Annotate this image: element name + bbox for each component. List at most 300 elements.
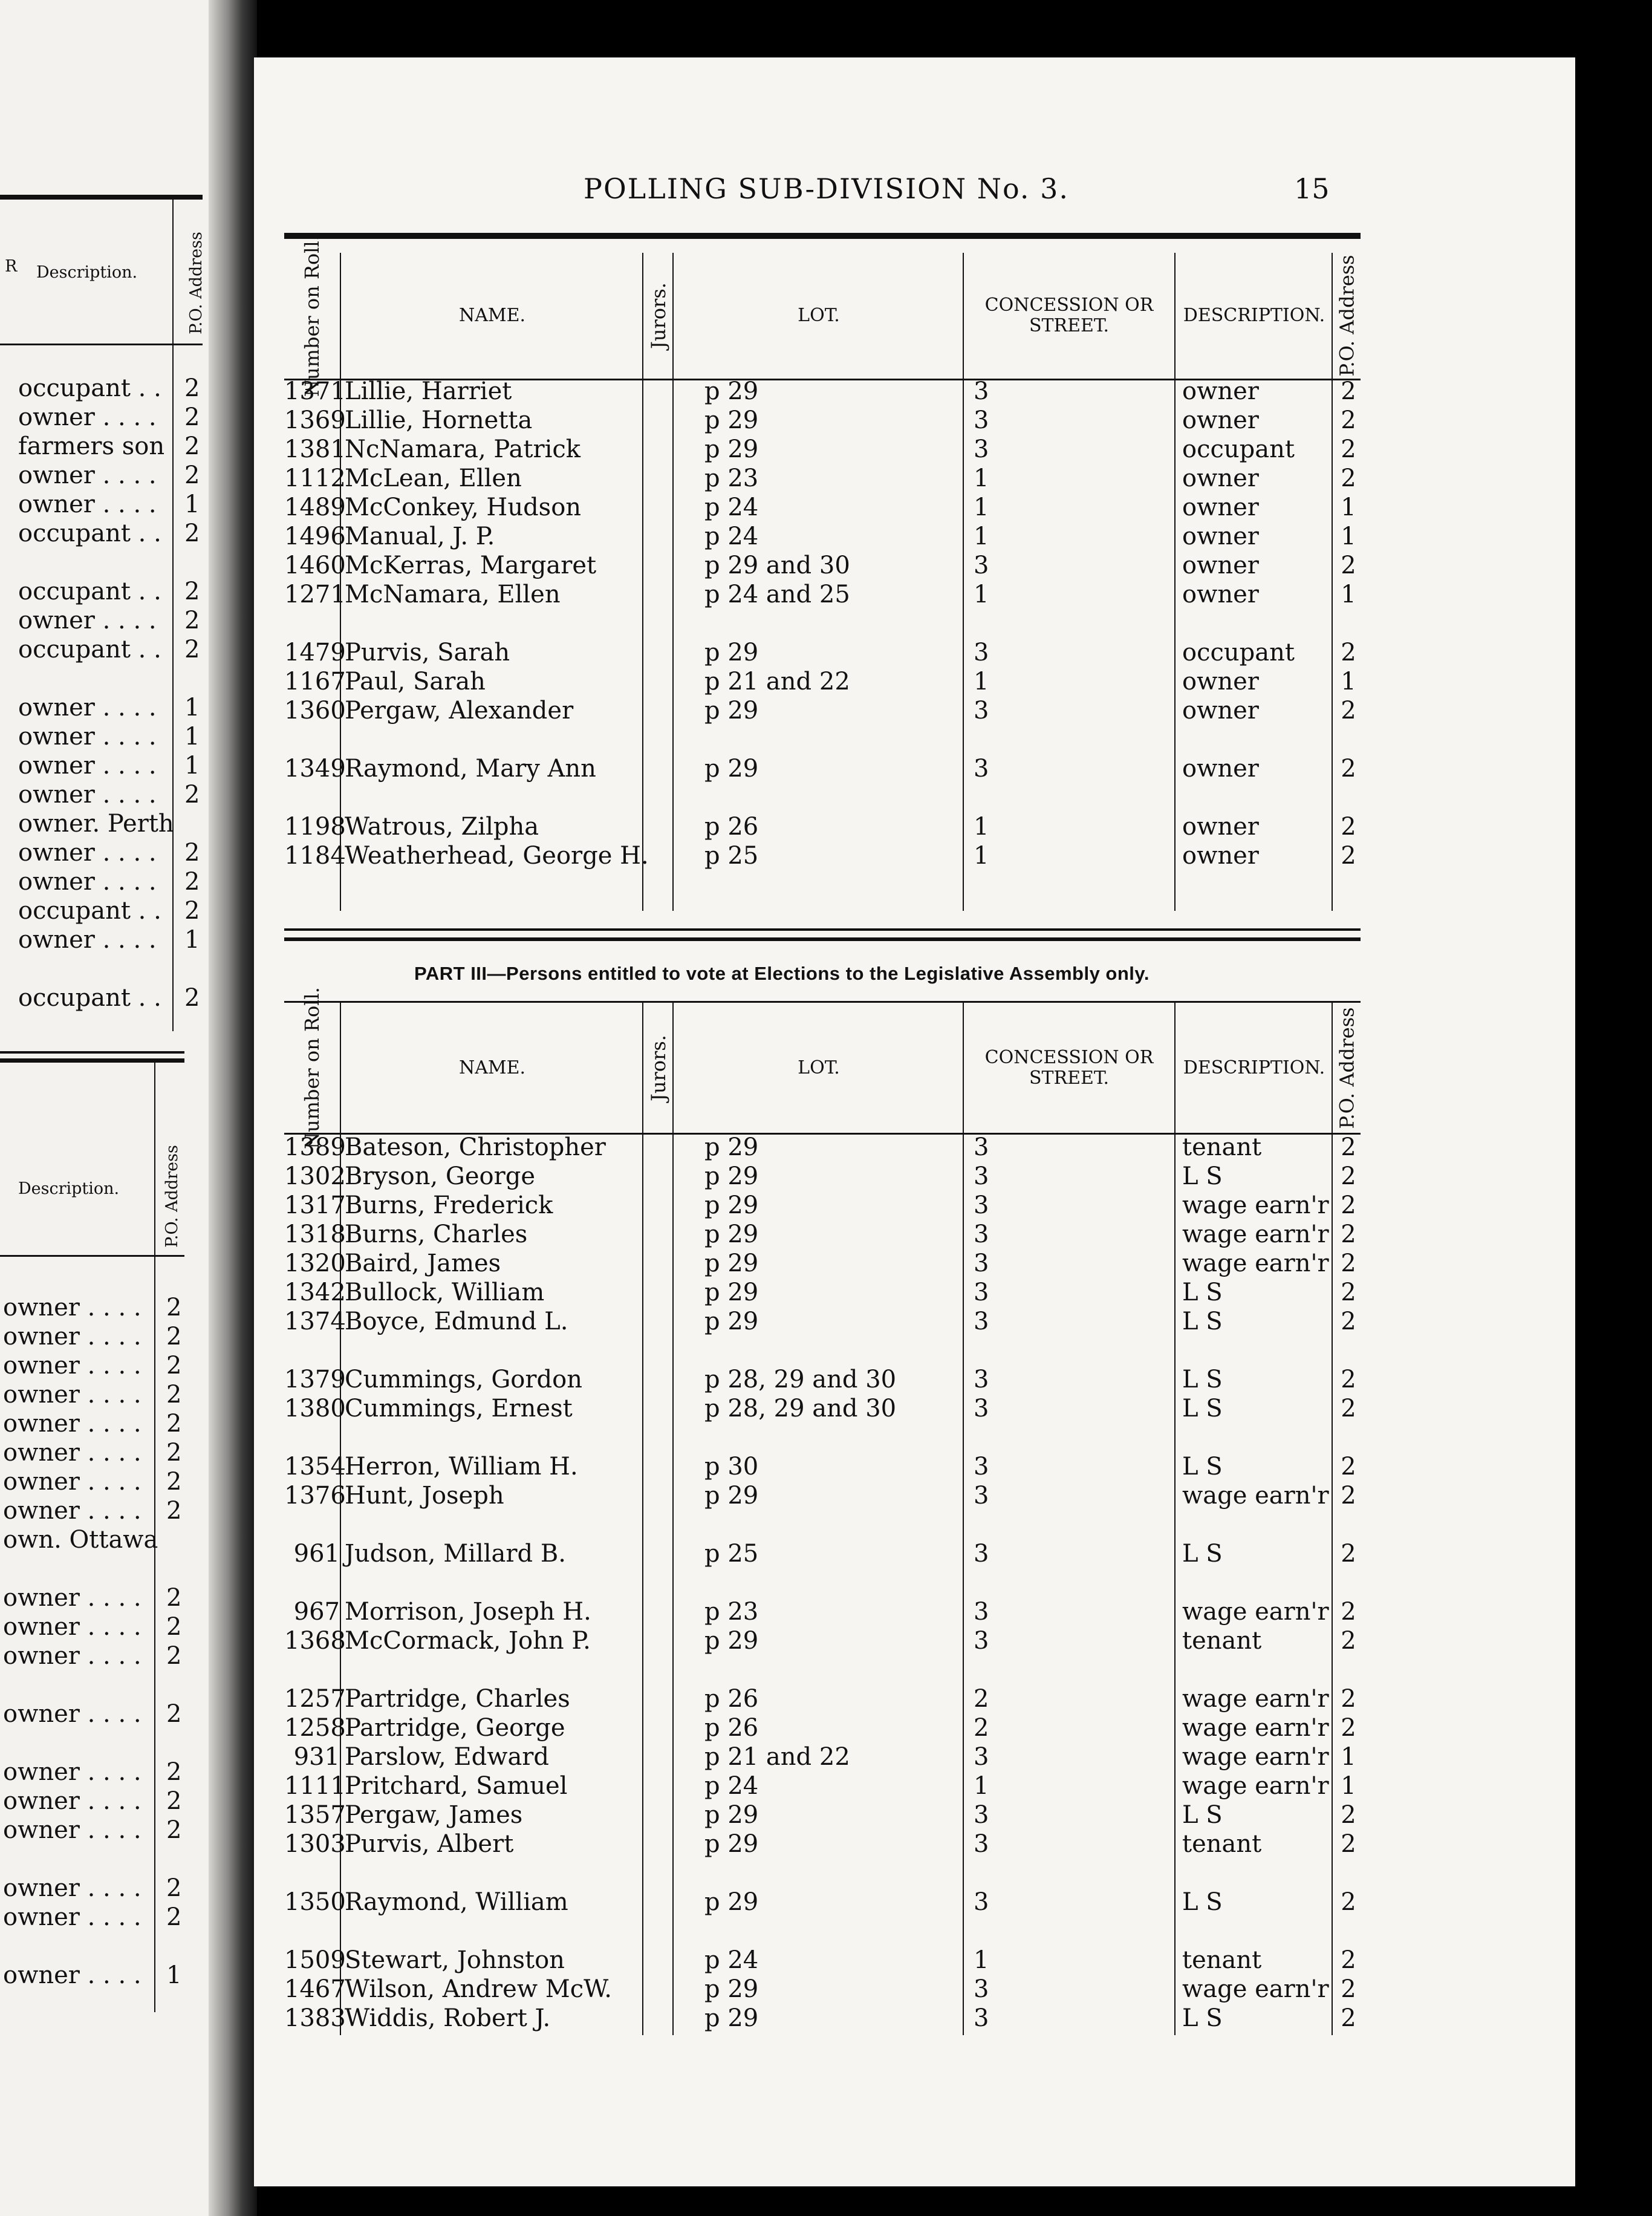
roll-number: 967	[293, 1598, 340, 1626]
po-address-value: 2	[1341, 1685, 1356, 1713]
left-po-address: 2	[184, 374, 200, 402]
table-row	[284, 1394, 1361, 1423]
left-description: owner . . . .	[3, 1584, 141, 1612]
concession-value: 3	[974, 1482, 989, 1510]
roll-number: 1112	[284, 464, 346, 492]
left-po-address: 2	[184, 897, 200, 925]
concession-value: 1	[974, 668, 989, 696]
description-value: owner	[1182, 494, 1259, 521]
po-address-value: 2	[1341, 1133, 1356, 1161]
description-value: wage earn'r	[1182, 1220, 1329, 1248]
left-description: owner . . . .	[18, 752, 157, 780]
voter-name: Cummings, Ernest	[345, 1395, 573, 1422]
voter-name: Paul, Sarah	[345, 668, 486, 696]
left-description: owner . . . .	[3, 1497, 141, 1525]
table-row	[284, 754, 1361, 783]
table-row	[284, 1771, 1361, 1800]
left-po-address: 2	[166, 1613, 182, 1641]
po-address-value: 2	[1341, 1191, 1356, 1219]
section-rule-2	[284, 937, 1361, 941]
concession-value: 1	[974, 813, 989, 841]
left-page-row	[0, 896, 209, 925]
voter-name: Bullock, William	[345, 1279, 545, 1306]
lot-value: p 21 and 22	[704, 668, 850, 696]
left-top-rule	[0, 195, 203, 200]
roll-number: 1357	[284, 1801, 346, 1829]
lot-value: p 24	[704, 1772, 759, 1800]
concession-value: 3	[974, 1801, 989, 1829]
left-description: owner . . . .	[3, 1642, 141, 1670]
voter-name: McKerras, Margaret	[345, 552, 597, 579]
lot-value: p 23	[704, 1598, 759, 1626]
description-value: wage earn'r	[1182, 1714, 1329, 1742]
left-header-r: R	[5, 257, 18, 276]
lot-value: p 24	[704, 1946, 759, 1974]
left-page-row	[0, 1496, 209, 1525]
po-address-value: 1	[1341, 523, 1356, 550]
left-po-address: 2	[184, 403, 200, 431]
lot-value: p 29	[704, 1801, 759, 1829]
lot-value: p 29	[704, 1162, 759, 1190]
header-name: NAME.	[340, 253, 643, 379]
lot-value: p 24 and 25	[704, 581, 850, 608]
left-po-address: 2	[184, 868, 200, 896]
roll-number: 1460	[284, 552, 346, 579]
description-value: L S	[1182, 1366, 1223, 1393]
header-number-on-roll-3: Number on Roll.	[301, 986, 324, 1149]
concession-value: 3	[974, 552, 989, 579]
left-description: own. Ottawa	[3, 1526, 158, 1554]
left-po-address: 2	[184, 839, 200, 867]
page-title: POLLING SUB-DIVISION No. 3.	[584, 172, 1070, 205]
voter-name: Purvis, Sarah	[345, 639, 510, 666]
lot-value: p 29	[704, 1482, 759, 1510]
roll-number: 1257	[284, 1685, 346, 1713]
left-page-row	[0, 1874, 209, 1903]
description-value: wage earn'r	[1182, 1975, 1329, 2003]
lot-value: p 29	[704, 1191, 759, 1219]
left-page-row	[0, 519, 209, 548]
description-value: L S	[1182, 1395, 1223, 1422]
left-po-address: 2	[184, 781, 200, 809]
left-description: occupant . .	[18, 897, 161, 925]
lot-value: p 29	[704, 1888, 759, 1916]
concession-value: 3	[974, 1395, 989, 1422]
description-value: tenant	[1182, 1627, 1262, 1655]
left-po-address: 2	[166, 1439, 182, 1467]
lot-value: p 29	[704, 755, 759, 783]
roll-number: 1198	[284, 813, 346, 841]
lot-value: p 21 and 22	[704, 1743, 850, 1771]
roll-number: 961	[293, 1540, 340, 1568]
table-row	[284, 638, 1361, 667]
po-address-value: 2	[1341, 639, 1356, 666]
po-address-value: 2	[1341, 406, 1356, 434]
left-page-row	[0, 867, 209, 896]
concession-value: 3	[974, 1743, 989, 1771]
description-value: L S	[1182, 1540, 1223, 1568]
table-row	[284, 551, 1361, 580]
concession-value: 3	[974, 1191, 989, 1219]
voter-name: Burns, Charles	[345, 1220, 528, 1248]
description-value: wage earn'r	[1182, 1772, 1329, 1800]
left-po-address: 1	[166, 1961, 182, 1989]
lot-value: p 29	[704, 639, 759, 666]
header-number-on-roll: Number on Roll.	[301, 235, 324, 397]
left-page-fragment	[0, 0, 209, 2216]
left-page-row	[0, 1787, 209, 1816]
roll-number: 1302	[284, 1162, 346, 1190]
left-po-address: 2	[166, 1294, 182, 1321]
table-row	[284, 1220, 1361, 1249]
left-po-address: 2	[184, 607, 200, 634]
lot-value: p 24	[704, 523, 759, 550]
left-po-address: 2	[184, 432, 200, 460]
left-description: owner . . . .	[3, 1874, 141, 1902]
po-address-value: 1	[1341, 1743, 1356, 1771]
concession-value: 3	[974, 1250, 989, 1277]
left-description: owner . . . .	[3, 1816, 141, 1844]
left-page-row	[0, 432, 209, 461]
left-po-address: 2	[166, 1410, 182, 1438]
roll-number: 1318	[284, 1220, 346, 1248]
roll-number: 1317	[284, 1191, 346, 1219]
lot-value: p 26	[704, 1714, 759, 1742]
roll-number: 1380	[284, 1395, 346, 1422]
left-page-row	[0, 1612, 209, 1641]
table-row	[284, 1191, 1361, 1220]
roll-number: 1369	[284, 406, 346, 434]
voter-name: Cummings, Gordon	[345, 1366, 582, 1393]
roll-number: 1496	[284, 523, 346, 550]
voter-name: Lillie, Harriet	[345, 377, 512, 405]
header-lot: LOT.	[672, 253, 964, 379]
lot-value: p 29	[704, 1220, 759, 1248]
left-po-address: 2	[184, 461, 200, 489]
table-row	[284, 580, 1361, 609]
voter-name: Widdis, Robert J.	[345, 2004, 551, 2032]
concession-value: 3	[974, 377, 989, 405]
left-description: occupant . .	[18, 520, 161, 547]
voter-name: Pritchard, Samuel	[345, 1772, 568, 1800]
po-address-value: 2	[1341, 1540, 1356, 1568]
lot-value: p 30	[704, 1453, 759, 1481]
voter-name: Watrous, Zilpha	[345, 813, 539, 841]
voter-name: Boyce, Edmund L.	[345, 1308, 568, 1335]
table-row	[284, 1365, 1361, 1394]
concession-value: 3	[974, 1627, 989, 1655]
header-jurors: Jurors.	[642, 253, 674, 379]
voter-name: Herron, William H.	[345, 1453, 578, 1481]
table-row	[284, 812, 1361, 841]
table-row	[284, 1162, 1361, 1191]
left-po-address: 2	[166, 1903, 182, 1931]
description-value: tenant	[1182, 1946, 1262, 1974]
po-address-value: 2	[1341, 1714, 1356, 1742]
po-address-value: 2	[1341, 1946, 1356, 1974]
po-address-value: 1	[1341, 1772, 1356, 1800]
table-row	[284, 1597, 1361, 1626]
description-value: owner	[1182, 406, 1259, 434]
left-page-row	[0, 751, 209, 780]
po-address-value: 2	[1341, 1395, 1356, 1422]
left-po-address: 2	[166, 1584, 182, 1612]
lot-value: p 29	[704, 1308, 759, 1335]
voter-name: Judson, Millard B.	[345, 1540, 566, 1568]
description-value: occupant	[1182, 435, 1295, 463]
po-address-value: 2	[1341, 1888, 1356, 1916]
left-description: owner . . . .	[18, 607, 157, 634]
left-description: owner . . . .	[18, 490, 157, 518]
left-mid-rule	[0, 1051, 184, 1054]
left-page-row	[0, 693, 209, 722]
voter-name: Lillie, Hornetta	[345, 406, 533, 434]
roll-number: 1360	[284, 697, 346, 725]
left-header-po-2: P.O. Address	[162, 1145, 181, 1248]
left-description: occupant . .	[18, 578, 161, 605]
header-po-address-3: P.O. Address	[1332, 1003, 1362, 1133]
concession-value: 3	[974, 1220, 989, 1248]
lot-value: p 23	[704, 464, 759, 492]
table-row	[284, 1249, 1361, 1278]
description-value: owner	[1182, 464, 1259, 492]
concession-value: 3	[974, 755, 989, 783]
left-page-row	[0, 1525, 209, 1554]
voter-name: Raymond, William	[345, 1888, 568, 1916]
lot-value: p 29	[704, 1133, 759, 1161]
voter-name: Stewart, Johnston	[345, 1946, 565, 1974]
concession-value: 1	[974, 464, 989, 492]
description-value: owner	[1182, 842, 1259, 870]
concession-value: 1	[974, 1946, 989, 1974]
left-page-row	[0, 925, 209, 954]
po-address-value: 2	[1341, 1801, 1356, 1829]
description-value: owner	[1182, 377, 1259, 405]
left-page-row	[0, 780, 209, 809]
concession-value: 1	[974, 523, 989, 550]
lot-value: p 29	[704, 1279, 759, 1306]
left-page-row	[0, 722, 209, 751]
concession-value: 3	[974, 639, 989, 666]
concession-value: 1	[974, 842, 989, 870]
left-description: owner . . . .	[18, 781, 157, 809]
lot-value: p 26	[704, 1685, 759, 1713]
po-address-value: 2	[1341, 1627, 1356, 1655]
left-page-row	[0, 1293, 209, 1322]
po-address-value: 2	[1341, 1220, 1356, 1248]
concession-value: 3	[974, 1830, 989, 1858]
description-value: owner	[1182, 552, 1259, 579]
table-row	[284, 1830, 1361, 1859]
concession-value: 3	[974, 406, 989, 434]
left-description: owner . . . .	[18, 839, 157, 867]
left-po-address: 2	[166, 1497, 182, 1525]
lot-value: p 28, 29 and 30	[704, 1366, 897, 1393]
po-address-value: 2	[1341, 1279, 1356, 1306]
lot-value: p 24	[704, 494, 759, 521]
voter-name: Hunt, Joseph	[345, 1482, 504, 1510]
table-row	[284, 1713, 1361, 1742]
po-address-value: 2	[1341, 842, 1356, 870]
left-description: owner . . . .	[18, 403, 157, 431]
roll-number: 1354	[284, 1453, 346, 1481]
left-description: owner . . . .	[3, 1352, 141, 1380]
left-page-row	[0, 1758, 209, 1787]
voter-name: Bryson, George	[345, 1162, 536, 1190]
lot-value: p 26	[704, 813, 759, 841]
lot-value: p 29 and 30	[704, 552, 850, 579]
roll-number: 1467	[284, 1975, 346, 2003]
left-description: owner . . . .	[3, 1758, 141, 1786]
po-address-value: 2	[1341, 464, 1356, 492]
roll-number: 1111	[284, 1772, 346, 1800]
lot-value: p 29	[704, 697, 759, 725]
voter-name: McCormack, John P.	[345, 1627, 591, 1655]
description-value: L S	[1182, 1801, 1223, 1829]
description-value: L S	[1182, 1453, 1223, 1481]
table-row	[284, 1539, 1361, 1568]
left-page-row	[0, 1583, 209, 1612]
description-value: wage earn'r	[1182, 1685, 1329, 1713]
lot-value: p 29	[704, 406, 759, 434]
left-description: owner . . . .	[18, 461, 157, 489]
voter-name: Pergaw, James	[345, 1801, 523, 1829]
table-row	[284, 1278, 1361, 1307]
concession-value: 3	[974, 697, 989, 725]
table-row	[284, 1946, 1361, 1975]
left-page-row	[0, 1409, 209, 1438]
description-value: owner	[1182, 697, 1259, 725]
lot-value: p 29	[704, 1830, 759, 1858]
po-address-value: 2	[1341, 1366, 1356, 1393]
table-row	[284, 1742, 1361, 1771]
concession-value: 3	[974, 2004, 989, 2032]
concession-value: 3	[974, 1453, 989, 1481]
left-header-rule-2	[0, 1255, 184, 1257]
left-po-address: 2	[166, 1352, 182, 1380]
lot-value: p 28, 29 and 30	[704, 1395, 897, 1422]
left-header-description-2: Description.	[18, 1179, 120, 1198]
left-page-row	[0, 838, 209, 867]
concession-value: 3	[974, 1133, 989, 1161]
table-row	[284, 1307, 1361, 1336]
po-address-value: 1	[1341, 494, 1356, 521]
roll-number: 1342	[284, 1279, 346, 1306]
header-jurors-3: Jurors.	[642, 1003, 674, 1133]
left-page-row	[0, 1322, 209, 1351]
left-page-row	[0, 1641, 209, 1670]
description-value: L S	[1182, 1308, 1223, 1335]
po-address-value: 2	[1341, 813, 1356, 841]
description-value: owner	[1182, 755, 1259, 783]
left-header-po: P.O. Address	[186, 232, 206, 334]
table-row	[284, 667, 1361, 696]
po-address-value: 2	[1341, 435, 1356, 463]
voter-name: McConkey, Hudson	[345, 494, 582, 521]
description-value: owner	[1182, 581, 1259, 608]
concession-value: 1	[974, 1772, 989, 1800]
left-description: owner. Perth	[18, 810, 174, 838]
description-value: tenant	[1182, 1133, 1262, 1161]
table-row	[284, 493, 1361, 522]
concession-value: 1	[974, 581, 989, 608]
roll-number: 1350	[284, 1888, 346, 1916]
left-header-description: Description.	[36, 263, 138, 282]
left-page-row	[0, 1351, 209, 1380]
concession-value: 3	[974, 1279, 989, 1306]
concession-value: 3	[974, 435, 989, 463]
left-po-address: 1	[184, 723, 200, 751]
voters-table-part3	[284, 986, 1361, 2035]
roll-number: 1167	[284, 668, 346, 696]
description-value: tenant	[1182, 1830, 1262, 1858]
description-value: wage earn'r	[1182, 1191, 1329, 1219]
left-po-address: 2	[166, 1816, 182, 1844]
left-po-address: 1	[184, 490, 200, 518]
voter-name: Burns, Frederick	[345, 1191, 553, 1219]
left-description: owner . . . .	[3, 1903, 141, 1931]
roll-number: 1320	[284, 1250, 346, 1277]
left-description: owner . . . .	[3, 1961, 141, 1989]
description-value: L S	[1182, 2004, 1223, 2032]
left-page-row	[0, 635, 209, 664]
left-page-row	[0, 1380, 209, 1409]
concession-value: 3	[974, 1888, 989, 1916]
description-value: owner	[1182, 523, 1259, 550]
roll-number: 1509	[284, 1946, 346, 1974]
roll-number: 1374	[284, 1308, 346, 1335]
voter-name: Morrison, Joseph H.	[345, 1598, 591, 1626]
left-po-address: 2	[166, 1874, 182, 1902]
voter-name: Pergaw, Alexander	[345, 697, 574, 725]
voter-name: Raymond, Mary Ann	[345, 755, 596, 783]
description-value: wage earn'r	[1182, 1598, 1329, 1626]
concession-value: 3	[974, 1366, 989, 1393]
description-value: L S	[1182, 1162, 1223, 1190]
left-page-row	[0, 809, 209, 838]
description-value: wage earn'r	[1182, 1482, 1329, 1510]
left-description: owner . . . .	[3, 1410, 141, 1438]
table-row	[284, 522, 1361, 551]
section-rule-1	[284, 928, 1361, 931]
roll-number: 931	[293, 1743, 340, 1771]
po-address-value: 2	[1341, 1482, 1356, 1510]
left-po-address: 2	[166, 1642, 182, 1670]
roll-number: 1479	[284, 639, 346, 666]
left-description: occupant . .	[18, 374, 161, 402]
header-concession: CONCESSION OR STREET.	[963, 253, 1174, 379]
voters-table-part2	[284, 233, 1361, 913]
left-po-address: 1	[184, 926, 200, 954]
left-page-row	[0, 1699, 209, 1729]
lot-value: p 29	[704, 2004, 759, 2032]
roll-number: 1349	[284, 755, 346, 783]
roll-number: 1381	[284, 435, 346, 463]
voter-name: NcNamara, Patrick	[345, 435, 581, 463]
left-page-row	[0, 1903, 209, 1932]
left-po-address: 1	[184, 752, 200, 780]
table-row	[284, 435, 1361, 464]
table-row	[284, 406, 1361, 435]
left-description: owner . . . .	[3, 1468, 141, 1496]
roll-number: 1368	[284, 1627, 346, 1655]
header-concession-3: CONCESSION OR STREET.	[963, 1003, 1174, 1133]
left-description: owner . . . .	[3, 1613, 141, 1641]
po-address-value: 2	[1341, 1250, 1356, 1277]
description-value: wage earn'r	[1182, 1250, 1329, 1277]
po-address-value: 2	[1341, 1162, 1356, 1190]
table-row	[284, 1800, 1361, 1830]
